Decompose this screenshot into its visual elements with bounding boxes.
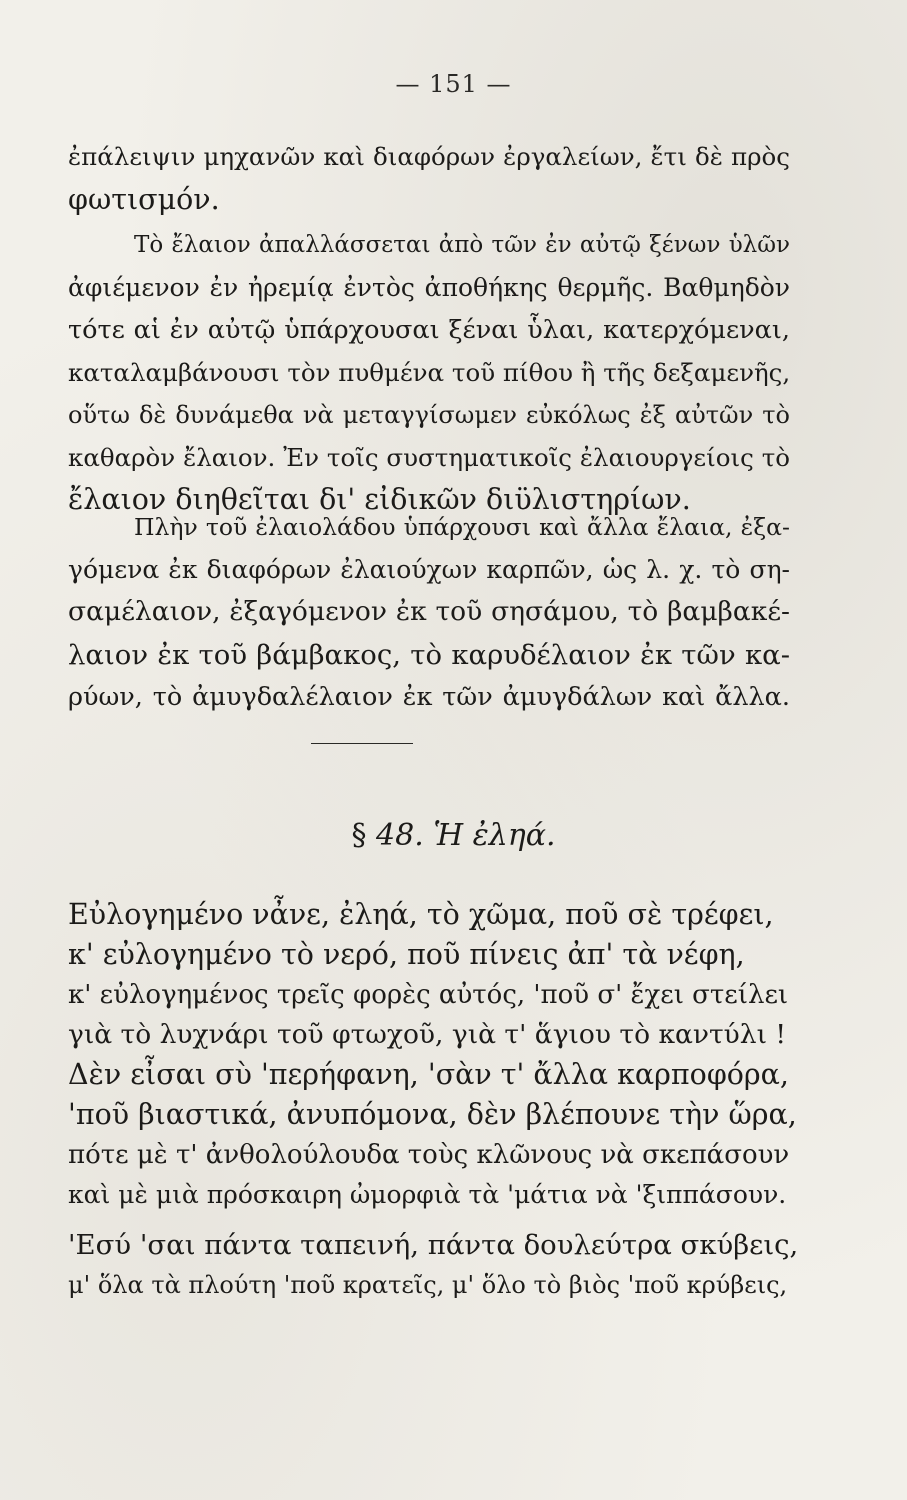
poem-line: Εὐλογημένο νἆνε, ἐληά, τὸ χῶμα, ποῦ σὲ τρέφει,: [68, 898, 774, 931]
section-symbol: §: [351, 818, 367, 853]
text-line: γόμενα ἐκ διαφόρων ἐλαιούχων καρπῶν, ὡς λ. χ. τὸ ση-: [68, 554, 790, 584]
text-line: ἐπάλειψιν μηχανῶν καὶ διαφόρων ἐργαλείων, ἔτι δὲ πρὸς: [68, 142, 790, 171]
section-number: 48.: [376, 818, 424, 853]
poem-line: μ' ὅλα τὰ πλούτη 'ποῦ κρατεῖς, μ' ὅλο τὸ βιὸς 'ποῦ κρύβεις,: [68, 1271, 788, 1299]
text-line: λαιον ἐκ τοῦ βάμβακος, τὸ καρυδέλαιον ἐκ τῶν κα-: [68, 638, 790, 671]
poem-stanza-1: [68, 895, 798, 1215]
poem-line: Δὲν εἶσαι σὺ 'περήφανη, 'σὰν τ' ἄλλα καρποφόρα,: [68, 1058, 789, 1091]
poem-stanza-2: [68, 1225, 798, 1305]
poem-line: κ' εὐλογημένο τὸ νερό, ποῦ πίνεις ἀπ' τὰ νέφη,: [68, 938, 745, 971]
text-line: ρύων, τὸ ἀμυγδαλέλαιον ἐκ τῶν ἀμυγδάλων καὶ ἄλλα.: [68, 682, 790, 712]
text-line: Πλὴν τοῦ ἐλαιολάδου ὑπάρχουσι καὶ ἄλλα ἔλαια, ἐξα-: [134, 513, 790, 541]
text-line: ἔλαιον διηθεῖται δι' εἰδικῶν διϋλιστηρίων.: [68, 483, 691, 516]
poem-line: πότε μὲ τ' ἀνθολούλουδα τοὺς κλῶνους νὰ σκεπάσουν: [68, 1140, 790, 1170]
text-line: καθαρὸν ἔλαιον. Ἐν τοῖς συστηματικοῖς ἐλαιουργείοις τὸ: [68, 442, 790, 472]
paragraph-oil-purification: [68, 224, 790, 522]
text-line: καταλαμβάνουσι τὸν πυθμένα τοῦ πίθου ἢ τῆς δεξαμενῆς,: [68, 357, 791, 387]
page-number: — 151 —: [395, 70, 512, 98]
poem-line: 'ποῦ βιαστικά, ἀνυπόμονα, δὲν βλέπουνε τὴν ὥρα,: [68, 1098, 797, 1131]
poem-line: 'Εσύ 'σαι πάντα ταπεινή, πάντα δουλεύτρα σκύβεις,: [68, 1229, 799, 1261]
section-divider: [311, 743, 413, 744]
prose-continuation: [68, 136, 790, 221]
text-line: οὕτω δὲ δυνάμεθα νὰ μεταγγίσωμεν εὐκόλως ἐξ αὐτῶν τὸ: [68, 401, 790, 429]
text-line: ἀφιέμενον ἐν ἠρεμίᾳ ἐντὸς ἀποθήκης θερμῆς. Βαθμηδὸν: [68, 272, 790, 302]
text-line: φωτισμόν.: [68, 182, 220, 216]
section-title: Ἡ ἐληά.: [433, 818, 556, 853]
paragraph-other-oils: [68, 506, 790, 719]
text-line: τότε αἱ ἐν αὐτῷ ὑπάρχουσαι ξέναι ὗλαι, κατερχόμεναι,: [68, 315, 790, 345]
text-line: σαμέλαιον, ἐξαγόμενον ἐκ τοῦ σησάμου, τὸ βαμβακέ-: [68, 596, 790, 627]
poem-line: καὶ μὲ μιὰ πρόσκαιρη ὠμορφιὰ τὰ 'μάτια νὰ 'ξιππάσουν.: [68, 1180, 787, 1209]
section-heading: [0, 818, 907, 853]
text-line: Τὸ ἔλαιον ἀπαλλάσσεται ἀπὸ τῶν ἐν αὐτῷ ξένων ὑλῶν: [134, 232, 790, 258]
poem-line: γιὰ τὸ λυχνάρι τοῦ φτωχοῦ, γιὰ τ' ἅγιου τὸ καντύλι !: [68, 1019, 787, 1050]
poem-line: κ' εὐλογημένος τρεῖς φορὲς αὐτός, 'ποῦ σ' ἔχει στείλει: [68, 980, 789, 1010]
